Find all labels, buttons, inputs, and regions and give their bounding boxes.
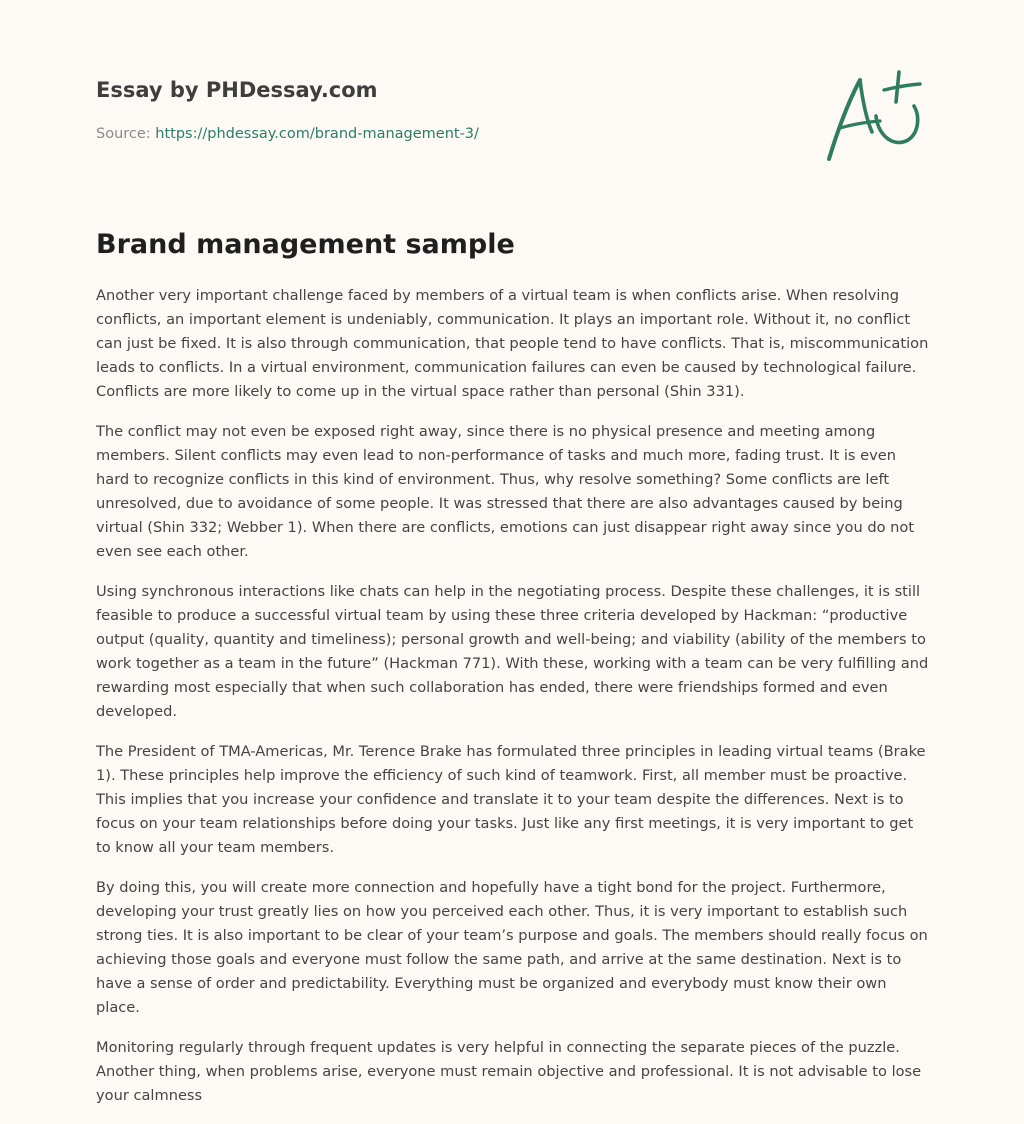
essay-paragraph: By doing this, you will create more connection and hopefully have a tight bond for the project. Furthermore, developing your trust greatly lies on how you perceived each other. Thus, it is very important to establish such strong ties. It is also important to be clear of your team’s purpose and goals. The members should really focus on achieving those goals and everyone must follow the same path, and arrive at the same destination. Next is to have a sense of order and predictability. Everything must be organized and everybody must know their own place. bbox=[96, 879, 928, 1016]
essay-body bbox=[96, 284, 932, 1124]
source-line bbox=[96, 124, 796, 144]
essay-paragraph: Another very important challenge faced by members of a virtual team is when conflicts arise. When resolving conflicts, an important element is undeniably, communication. It plays an important role. Without it, no conflict can just be fixed. It is also through communication, that people tend to have conflicts. That is, miscommunication leads to conflicts. In a virtual environment, communication failures can even be caused by technological failure. Conflicts are more likely to come up in the virtual space rather than personal (Shin 331). bbox=[96, 287, 929, 400]
source-link[interactable]: https://phdessay.com/brand-management-3/ bbox=[155, 126, 479, 142]
essay-paragraph: Monitoring regularly through frequent updates is very helpful in connecting the separate pieces of the puzzle. Another thing, when problems arise, everyone must remain objective and professional. It is not advisable to lose your calmness bbox=[96, 1039, 922, 1104]
essay-paragraph: Using synchronous interactions like chats can help in the negotiating process. Despite these challenges, it is still feasible to produce a successful virtual team by using these three criteria developed by Hackman: “productive output (quality, quantity and timeliness); personal growth and well-being; and viability (ability of the members to work together as a team in the future” (Hackman 771). With these, working with a team can be very fulfilling and rewarding most especially that when such collaboration has ended, there were friendships formed and even developed. bbox=[96, 583, 929, 720]
essay-title: Brand management sample bbox=[96, 229, 515, 260]
essay-paragraph: The President of TMA-Americas, Mr. Terence Brake has formulated three principles in leading virtual teams (Brake 1). These principles help improve the efficiency of such kind of teamwork. First, all member must be proactive. This implies that you increase your confidence and translate it to your team despite the differences. Next is to focus on your team relationships before doing your tasks. Just like any first meetings, it is very important to get to know all your team members. bbox=[96, 743, 926, 856]
a-plus-icon bbox=[820, 66, 930, 166]
site-title: Essay by PHDessay.com bbox=[96, 78, 378, 102]
source-label: Source: bbox=[96, 126, 151, 142]
header bbox=[96, 76, 796, 144]
essay-paragraph: The conflict may not even be exposed right away, since there is no physical presence and meeting among members. Silent conflicts may even lead to non-performance of tasks and much more, fading trust. It is even hard to recognize conflicts in this kind of environment. Thus, why resolve something? Some conflicts are left unresolved, due to avoidance of some people. It was stressed that there are also advantages caused by being virtual (Shin 332; Webber 1). When there are conflicts, emotions can just disappear right away since you do not even see each other. bbox=[96, 423, 915, 560]
